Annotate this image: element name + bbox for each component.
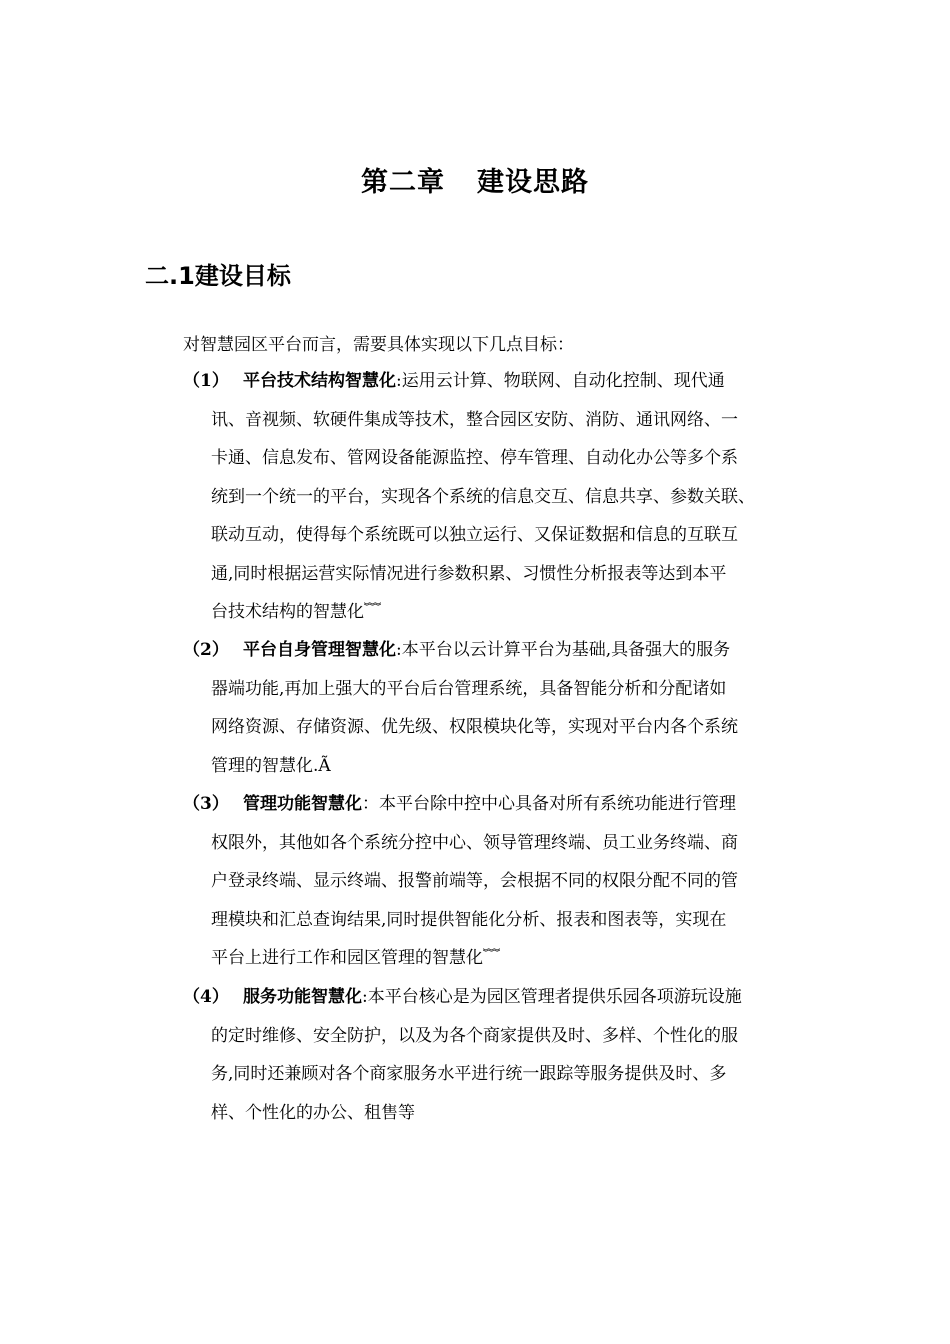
goal-item (183, 984, 823, 1138)
goal-text: ：本平台除中控中心具备对所有系统功能进行管理 (362, 794, 736, 814)
goal-text-line: 通,同时根据运营实际情况进行参数积累、习惯性分析报表等达到本平 (211, 563, 727, 584)
goal-number: （1） (183, 371, 229, 391)
goal-text-line: 平台上进行工作和园区管理的智慧化﹌ (211, 948, 500, 968)
goal-heading: 服务功能智慧化 (243, 987, 362, 1007)
goal-first-line (183, 984, 823, 1023)
goal-number: （4） (183, 987, 229, 1007)
goal-item (183, 368, 823, 638)
goal-text-line: 联动互动，使得每个系统既可以独立运行、又保证数据和信息的互联互 (211, 525, 738, 545)
goal-number: （2） (183, 640, 229, 660)
goal-item (183, 791, 823, 984)
goal-text-line: 统到一个统一的平台，实现各个系统的信息交互、信息共享、参数关联、 (211, 486, 755, 507)
goal-text: :本平台核心是为园区管理者提供乐园各项游玩设施 (362, 987, 742, 1007)
goal-text-line: 户登录终端、显示终端、报警前端等，会根据不同的权限分配不同的管 (211, 871, 738, 891)
goal-text-line: 权限外，其他如各个系统分控中心、领导管理终端、员工业务终端、商 (211, 832, 738, 853)
goal-text-line: 台技术结构的智慧化﹌ (211, 602, 381, 622)
goal-heading: 管理功能智慧化 (243, 794, 362, 814)
goal-heading: 平台自身管理智慧化 (243, 640, 396, 660)
goal-text-line: 的定时维修、安全防护，以及为各个商家提供及时、多样、个性化的服 (211, 1025, 738, 1046)
goal-text: :本平台以云计算平台为基础,具备强大的服务 (396, 640, 731, 660)
section-title: 二.1建设目标 (145, 262, 291, 290)
goal-number: （3） (183, 794, 229, 814)
goal-text-line: 务,同时还兼顾对各个商家服务水平进行统一跟踪等服务提供及时、多 (211, 1064, 727, 1084)
goal-text: :运用云计算、物联网、自动化控制、现代通 (396, 371, 725, 391)
goal-first-line (183, 637, 823, 676)
goal-item (183, 637, 823, 791)
goal-text-line: 讯、音视频、软硬件集成等技术，整合园区安防、消防、通讯网络、一 (211, 409, 738, 430)
goal-first-line (183, 368, 823, 407)
goal-text-line: 管理的智慧化.Ã (211, 755, 331, 776)
goal-first-line (183, 791, 823, 830)
goal-text-line: 网络资源、存储资源、优先级、权限模块化等，实现对平台内各个系统 (211, 717, 738, 737)
goal-text-line: 理模块和汇总查询结果,同时提供智能化分析、报表和图表等，实现在 (211, 909, 727, 930)
goal-text-line: 器端功能,再加上强大的平台后台管理系统，具备智能分析和分配诸如 (211, 678, 727, 699)
chapter-number: 第二章 (361, 167, 445, 198)
goal-text-line: 卡通、信息发布、管网设备能源监控、停车管理、自动化办公等多个系 (211, 448, 738, 468)
goal-heading: 平台技术结构智慧化 (243, 371, 396, 391)
chapter-name: 建设思路 (477, 167, 589, 198)
chapter-title (0, 160, 950, 199)
goal-text-line: 样、个性化的办公、租售等 (211, 1102, 415, 1123)
intro-paragraph: 对智慧园区平台而言，需要具体实现以下几点目标： (183, 335, 574, 355)
